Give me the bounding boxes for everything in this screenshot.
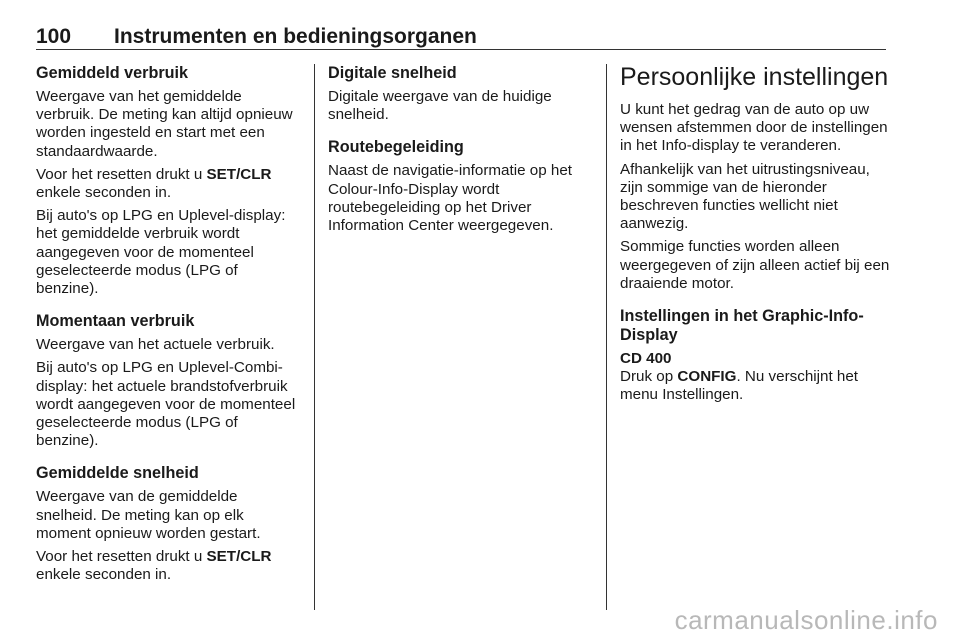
main-heading: Persoonlijke instellingen [620,63,889,91]
chapter-title: Instrumenten en bedieningsorganen [114,25,477,48]
section-heading: Instellingen in het Graphic-Info-Display [620,307,864,345]
paragraph: Weergave van het actuele verbruik. [36,336,275,354]
button-ref: SET/CLR [206,165,272,183]
button-ref: SET/CLR [206,548,272,566]
subheading: CD 400 [620,350,672,368]
paragraph: Naast de navigatie-informatie op het Colour-Info-Display wordt routebegeleiding op het Driver Information Center weergegeven. [328,162,572,235]
section-heading: Gemiddelde snelheid [36,464,199,483]
paragraph: U kunt het gedrag van de auto op uw wensen afstemmen door de instellingen in het Info-display te veranderen. [620,101,888,155]
column-divider [314,64,315,610]
paragraph: Weergave van het gemiddelde verbruik. De meting kan altijd opnieuw worden ingesteld en start met een standaardwaarde. [36,88,293,160]
paragraph: Bij auto's op LPG en Uplevel-Combi-display: het actuele brandstofverbruik wordt aangegeven voor de momenteel geselecteerde modus (LPG of benzine). [36,359,296,450]
paragraph: Voor het resetten drukt u SET/CLR enkele seconden in. [36,548,272,584]
page-header [36,25,886,50]
section-heading: Momentaan verbruik [36,312,195,331]
column-middle [328,64,592,240]
column-left [36,64,300,589]
paragraph: Druk op CONFIG. Nu verschijnt het menu Instellingen. [620,368,859,404]
section-heading: Routebegeleiding [328,138,464,157]
section-heading: Gemiddeld verbruik [36,64,189,82]
paragraph: Voor het resetten drukt u SET/CLR enkele seconden in. [36,165,272,202]
paragraph: Afhankelijk van het uitrustingsniveau, zijn sommige van de hieronder beschreven functies wellicht niet aanwezig. [620,160,870,233]
column-divider [606,64,607,610]
page-number: 100 [36,25,72,48]
section-heading: Digitale snelheid [328,64,457,82]
button-ref: CONFIG [677,368,737,386]
watermark: carmanualsonline.info [674,605,938,635]
paragraph: Digitale weergave van de huidige snelheid. [328,88,552,124]
column-right [620,64,890,410]
paragraph: Bij auto's op LPG en Uplevel-display: het gemiddelde verbruik wordt aangegeven voor de momenteel geselecteerde modus (LPG of benzine). [36,207,286,298]
paragraph: Weergave van de gemiddelde snelheid. De meting kan op elk moment opnieuw worden gestart. [36,488,261,542]
paragraph: Sommige functies worden alleen weergegeven of zijn alleen actief bij een draaiende motor. [620,238,890,292]
